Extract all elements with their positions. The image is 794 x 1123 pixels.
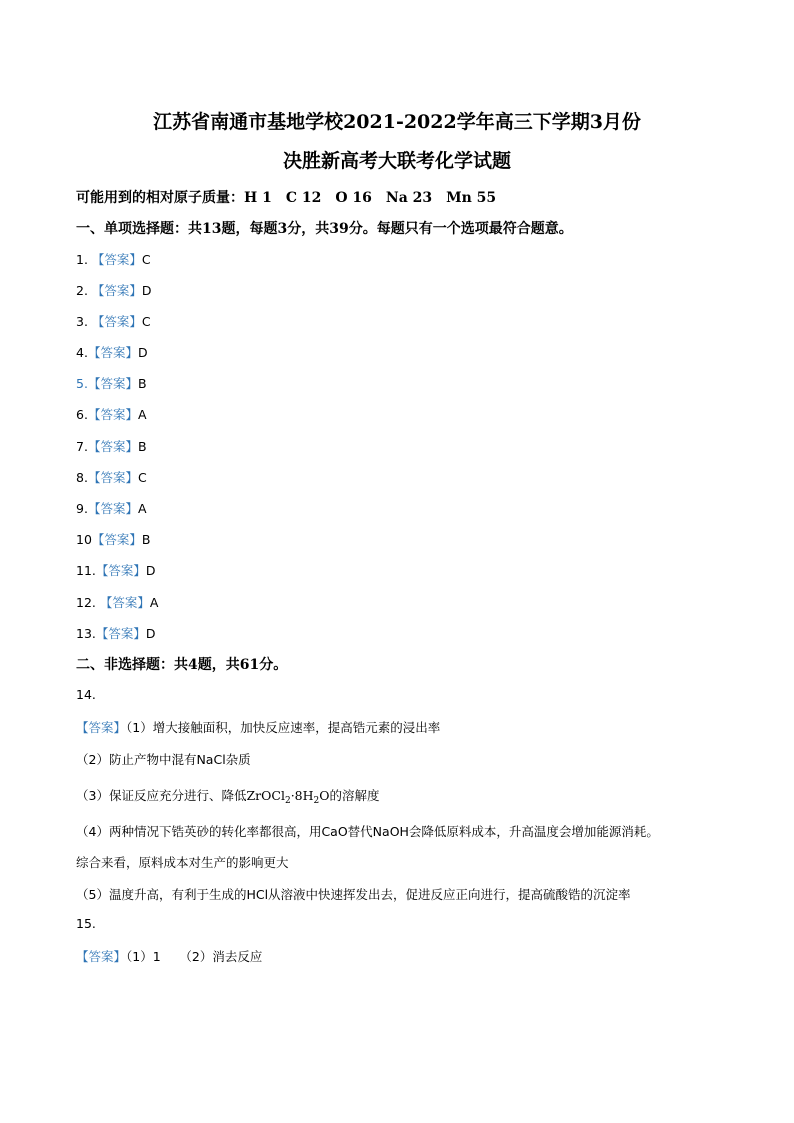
question-14-part-4-cont: 综合来看，原料成本对生产的影响更大: [76, 855, 289, 870]
answer-row: 12. 【答案】A: [76, 595, 159, 610]
document-title: 江苏省南通市基地学校2021-2022学年高三下学期3月份: [153, 111, 641, 133]
answer-row: 10【答案】B: [76, 532, 151, 547]
answer-row: 4.【答案】D: [76, 345, 148, 360]
question-14-number: 14.: [76, 687, 96, 702]
question-14-part-2: （2）防止产物中混有NaCl杂质: [76, 752, 251, 767]
question-14-part-3: （3）保证反应充分进行、降低$ZrOCl_2\cdot 8H_2O$的溶解度: [76, 788, 380, 806]
question-14-part-5: （5）温度升高，有利于生成的HCl从溶液中快速挥发出去，促进反应正向进行，提高硫酸锆的沉淀率: [76, 887, 631, 902]
document-subtitle: 决胜新高考大联考化学试题: [282, 150, 511, 172]
atomic-mass-line: 可能用到的相对原子质量：H 1 C 12 O 16 Na 23 Mn 55: [76, 190, 497, 206]
answer-row: 1. 【答案】C: [76, 252, 151, 267]
question-14-part-1: 【答案】（1）增大接触面积，加快反应速率，提高锆元素的浸出率: [76, 720, 441, 735]
answer-row: 13.【答案】D: [76, 626, 156, 641]
formula-zrocl2: $ZrOCl_2\cdot 8H_2O$: [246, 788, 330, 806]
answer-row: 11.【答案】D: [76, 563, 156, 578]
answer-row: 7.【答案】B: [76, 439, 147, 454]
answer-row: 8.【答案】C: [76, 470, 147, 485]
section-1-heading: 一、单项选择题：共13题，每题3分，共39分。每题只有一个选项最符合题意。: [76, 221, 573, 237]
answer-row: 3. 【答案】C: [76, 314, 151, 329]
question-14-part-4: （4）两种情况下锆英砂的转化率都很高，用CaO替代NaOH会降低原料成本，升高温度会增加能源消耗。: [76, 824, 659, 839]
section-2-heading: 二、非选择题：共4题，共61分。: [76, 657, 288, 673]
question-15-answer: 【答案】（1）1 （2）消去反应: [76, 949, 263, 964]
answer-row: 9.【答案】A: [76, 501, 147, 516]
question-15-number: 15.: [76, 916, 96, 931]
answer-row: 5.【答案】B: [76, 376, 147, 391]
answer-row: 2. 【答案】D: [76, 283, 152, 298]
answer-row: 6.【答案】A: [76, 407, 147, 422]
